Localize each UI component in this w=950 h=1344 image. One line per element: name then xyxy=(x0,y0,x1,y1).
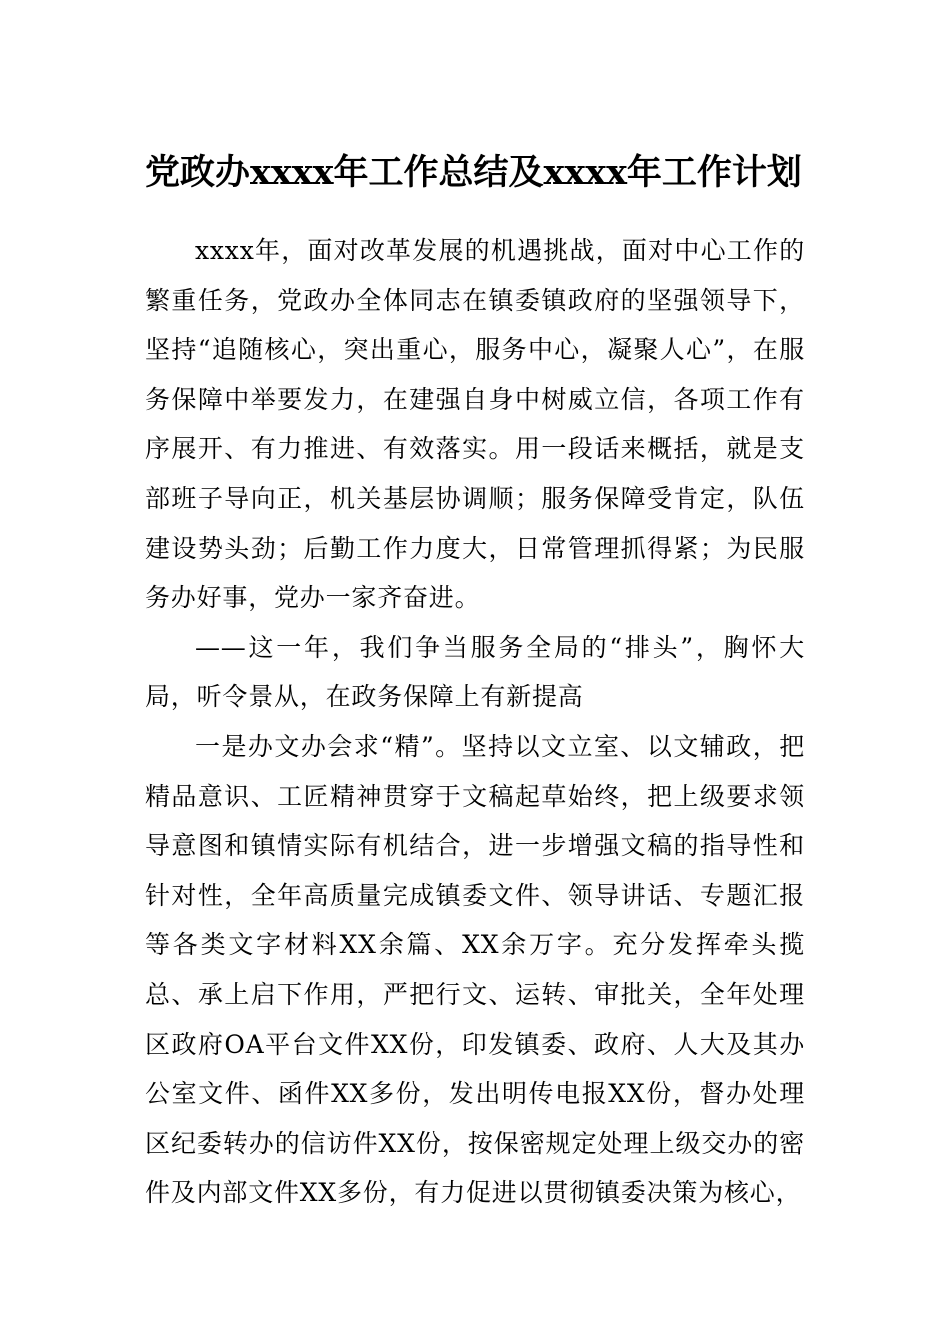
paragraph-item-one: 一是办文办会求“精”。坚持以文立室、以文辅政，把精品意识、工匠精神贯穿于文稿起草始终，把上级要求领导意图和镇情实际有机结合，进一步增强文稿的指导性和针对性，全年高质量完成镇委文件、领导讲话、专题汇报等各类文字材料XX余篇、XX余万字。充分发挥牵头揽总、承上启下作用，严把行文、运转、审批关，全年处理区政府OA平台文件XX份，印发镇委、政府、人大及其办公室文件、函件XX多份，发出明传电报XX份，督办处理区纪委转办的信访件XX份，按保密规定处理上级交办的密件及内部文件XX多份，有力促进以贯彻镇委决策为核心， xyxy=(145,731,805,1208)
paragraph-section-heading: ——这一年，我们争当服务全局的“排头”，胸怀大局，听令景从，在政务保障上有新提高 xyxy=(145,632,805,712)
paragraph-intro: xxxx年，面对改革发展的机遇挑战，面对中心工作的繁重任务，党政办全体同志在镇委镇政府的坚强领导下，坚持“追随核心，突出重心，服务中心，凝聚人心”，在服务保障中举要发力，在建强自身中树威立信，各项工作有序展开、有力推进、有效落实。用一段话来概括，就是支部班子导向正，机关基层协调顺；服务保障受肯定，队伍建设势头劲；后勤工作力度大，日常管理抓得紧；为民服务办好事，党办一家齐奋进。 xyxy=(145,236,805,613)
document-body xyxy=(145,226,805,1218)
document-title: 党政办xxxx年工作总结及xxxx年工作计划 xyxy=(145,152,802,193)
